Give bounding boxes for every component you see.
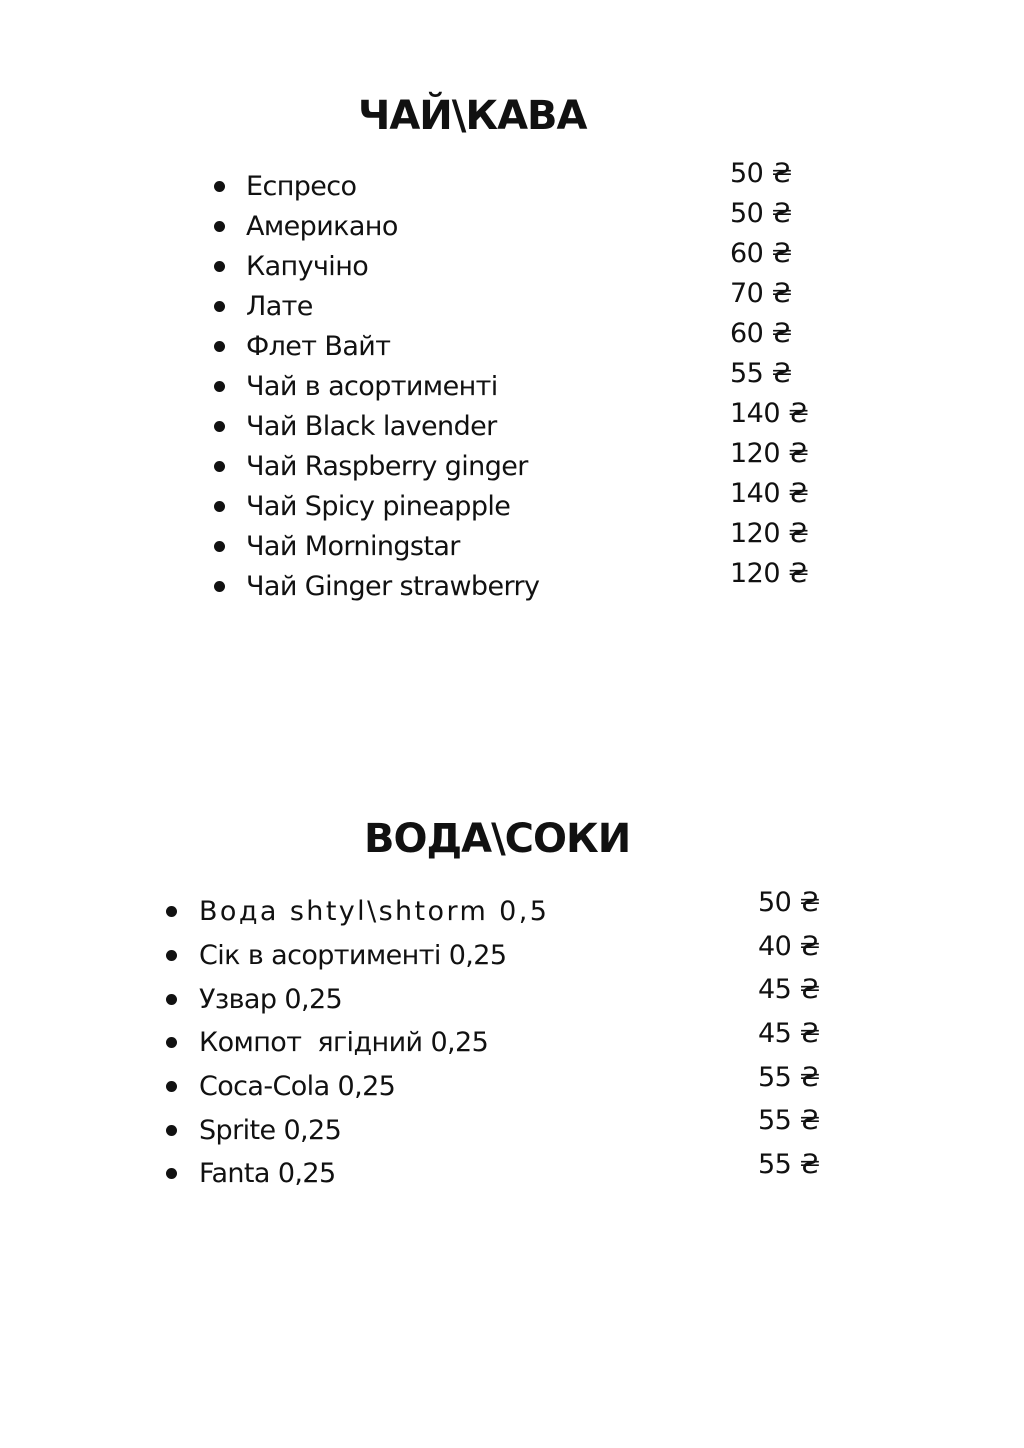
item-name: Чай Ginger strawberry bbox=[246, 570, 540, 602]
menu-item bbox=[214, 398, 814, 446]
bullet-icon bbox=[214, 221, 225, 232]
bullet-icon bbox=[166, 1168, 177, 1179]
bullet-icon bbox=[214, 261, 225, 272]
bullet-icon bbox=[214, 501, 225, 512]
item-price: 50 ₴ bbox=[730, 158, 792, 189]
menu-item bbox=[214, 518, 814, 566]
item-name: Капучіно bbox=[246, 250, 369, 282]
menu-item bbox=[214, 438, 814, 486]
item-name: Fanta 0,25 bbox=[199, 1158, 336, 1190]
item-price: 40 ₴ bbox=[758, 930, 820, 962]
item-name: Чай Morningstar bbox=[246, 530, 460, 562]
bullet-icon bbox=[214, 421, 225, 432]
item-name: Чай Raspberry ginger bbox=[246, 450, 528, 482]
item-name: Чай в асортименті bbox=[246, 370, 498, 402]
menu-item bbox=[166, 887, 826, 934]
menu-item bbox=[214, 278, 814, 326]
item-price: 120 ₴ bbox=[730, 518, 809, 549]
item-price: 50 ₴ bbox=[730, 198, 792, 229]
item-price: 50 ₴ bbox=[758, 887, 820, 918]
item-price: 55 ₴ bbox=[758, 1149, 820, 1181]
menu-item bbox=[166, 1149, 826, 1196]
bullet-icon bbox=[214, 461, 225, 472]
item-price: 60 ₴ bbox=[730, 318, 792, 349]
bullet-icon bbox=[214, 381, 225, 392]
item-name: Sprite 0,25 bbox=[199, 1114, 342, 1146]
item-name: Чай Black lavender bbox=[246, 410, 497, 442]
section-title-tea-coffee: ЧАЙ\КАВА bbox=[358, 93, 587, 139]
item-name: Еспресо bbox=[246, 170, 357, 202]
menu-item bbox=[166, 974, 826, 1021]
bullet-icon bbox=[214, 541, 225, 552]
menu-item bbox=[214, 158, 814, 206]
item-price: 120 ₴ bbox=[730, 558, 809, 589]
item-name: Чай Spicy pineapple bbox=[246, 490, 511, 522]
item-price: 45 ₴ bbox=[758, 1018, 820, 1050]
item-name: Узвар 0,25 bbox=[199, 983, 343, 1015]
item-name: Сік в асортименті 0,25 bbox=[199, 940, 507, 972]
bullet-icon bbox=[166, 994, 177, 1005]
bullet-icon bbox=[214, 341, 225, 352]
bullet-icon bbox=[166, 1081, 177, 1092]
bullet-icon bbox=[214, 581, 225, 592]
item-price: 120 ₴ bbox=[730, 438, 809, 469]
menu-item bbox=[214, 318, 814, 366]
item-price: 55 ₴ bbox=[758, 1105, 820, 1137]
menu-item bbox=[214, 558, 814, 606]
bullet-icon bbox=[166, 950, 177, 961]
bullet-icon bbox=[166, 1125, 177, 1136]
item-name: Coca-Cola 0,25 bbox=[199, 1071, 396, 1103]
item-name: Американо bbox=[246, 210, 398, 242]
item-name: Лате bbox=[246, 290, 313, 322]
menu-item bbox=[214, 238, 814, 286]
item-price: 70 ₴ bbox=[730, 278, 792, 309]
menu-item bbox=[166, 1061, 826, 1109]
item-name: Флет Вайт bbox=[246, 330, 391, 362]
item-price: 140 ₴ bbox=[730, 398, 809, 429]
bullet-icon bbox=[166, 1037, 177, 1048]
menu-list-water-juices bbox=[166, 887, 826, 1196]
menu-item bbox=[214, 478, 814, 526]
bullet-icon bbox=[214, 301, 225, 312]
bullet-icon bbox=[166, 906, 177, 917]
menu-list-tea-coffee bbox=[214, 158, 814, 606]
menu-item bbox=[166, 930, 826, 978]
menu-item bbox=[214, 358, 814, 406]
section-title-water-juices: ВОДА\СОКИ bbox=[364, 816, 631, 862]
bullet-icon bbox=[214, 181, 225, 192]
menu-item bbox=[214, 198, 814, 246]
item-price: 55 ₴ bbox=[730, 358, 792, 389]
item-price: 55 ₴ bbox=[758, 1061, 820, 1093]
item-name: Компот ягідний 0,25 bbox=[199, 1027, 489, 1059]
item-price: 60 ₴ bbox=[730, 238, 792, 269]
menu-item bbox=[166, 1105, 826, 1152]
item-name: Вода shtyl\shtorm 0,5 bbox=[199, 896, 550, 928]
menu-item bbox=[166, 1018, 826, 1065]
item-price: 45 ₴ bbox=[758, 974, 820, 1006]
item-price: 140 ₴ bbox=[730, 478, 809, 509]
